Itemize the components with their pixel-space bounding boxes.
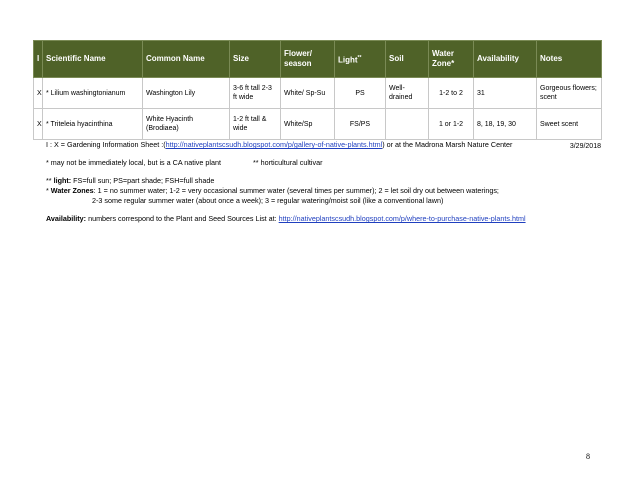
native-note: * may not be immediately local, but is a CA native plant [46, 158, 221, 167]
cell-common-name: Washington Lily [143, 78, 230, 109]
cell-scientific-name: * Lilium washingtonianum [43, 78, 143, 109]
plant-list-section [33, 40, 601, 150]
cultivar-note: ** horticultural cultivar [252, 158, 323, 167]
cell-i: X [34, 78, 43, 109]
plant-table [33, 40, 602, 140]
header-size: Size [230, 41, 281, 78]
availability-text: numbers correspond to the Plant and Seed Sources List at: [86, 214, 279, 223]
table-header-row [34, 41, 602, 78]
light-label: light: [53, 176, 72, 185]
cell-soil [386, 109, 429, 140]
cell-availability: 31 [474, 78, 537, 109]
light-text: FS=full sun; PS=part shade; FSH=full shade [71, 176, 215, 185]
availability-note [46, 214, 616, 224]
header-soil: Soil [386, 41, 429, 78]
plant-sources-link[interactable]: http://nativeplantscsudh.blogspot.com/p/where-to-purchase-native-plants.html [278, 214, 526, 223]
gardening-info-link[interactable]: http://nativeplantscsudh.blogspot.com/p/gallery-of-native-plants.html [165, 140, 383, 149]
cell-size: 1-2 ft tall & wide [230, 109, 281, 140]
cell-i: X [34, 109, 43, 140]
header-light-label: Light [338, 55, 358, 65]
header-notes: Notes [537, 41, 602, 78]
gardening-note-suffix: ) or at the Madrona Marsh Nature Center [382, 140, 513, 149]
cell-water-zone: 1 or 1-2 [429, 109, 474, 140]
header-common-name: Common Name [143, 41, 230, 78]
header-i: I [34, 41, 43, 78]
cell-light: FS/PS [335, 109, 386, 140]
cell-soil: Well-drained [386, 78, 429, 109]
header-light [335, 41, 386, 78]
water-legend-continued: 2-3 some regular summer water (about once a week); 3 = regular watering/moist soil (like a conventional lawn) [92, 196, 444, 205]
gardening-note-prefix: I : X = Gardening Information Sheet :( [46, 140, 166, 149]
footnotes [46, 140, 616, 224]
cell-light: PS [335, 78, 386, 109]
water-legend [46, 186, 616, 196]
cell-water-zone: 1-2 to 2 [429, 78, 474, 109]
native-note-line [46, 158, 616, 168]
cell-common-name: White Hyacinth (Brodiaea) [143, 109, 230, 140]
gardening-info-note [46, 140, 616, 150]
header-water-zone: Water Zone* [429, 41, 474, 78]
cell-scientific-name: * Triteleia hyacinthina [43, 109, 143, 140]
water-text: : 1 = no summer water; 1-2 = very occasional summer water (several times per summer); 2 = let soil dry out between waterings; [93, 186, 499, 195]
page-number: 8 [586, 452, 590, 461]
water-marker: * [46, 186, 51, 195]
document-date: 3/29/2018 [569, 143, 601, 150]
header-scientific-name: Scientific Name [43, 41, 143, 78]
cell-notes: Sweet scent [537, 109, 602, 140]
table-row [34, 78, 602, 109]
availability-label: Availability: [46, 214, 87, 223]
cell-notes: Gorgeous flowers; scent [537, 78, 602, 109]
cell-size: 3-6 ft tall 2-3 ft wide [230, 78, 281, 109]
light-legend [46, 176, 616, 186]
cell-availability: 8, 18, 19, 30 [474, 109, 537, 140]
header-availability: Availability [474, 41, 537, 78]
header-light-marker: ** [357, 54, 362, 61]
light-marker: ** [46, 176, 54, 185]
water-label: Water Zones [50, 186, 94, 195]
table-row [34, 109, 602, 140]
cell-flower-season: White/Sp [281, 109, 335, 140]
header-flower-season: Flower/ season [281, 41, 335, 78]
cell-flower-season: White/ Sp-Su [281, 78, 335, 109]
